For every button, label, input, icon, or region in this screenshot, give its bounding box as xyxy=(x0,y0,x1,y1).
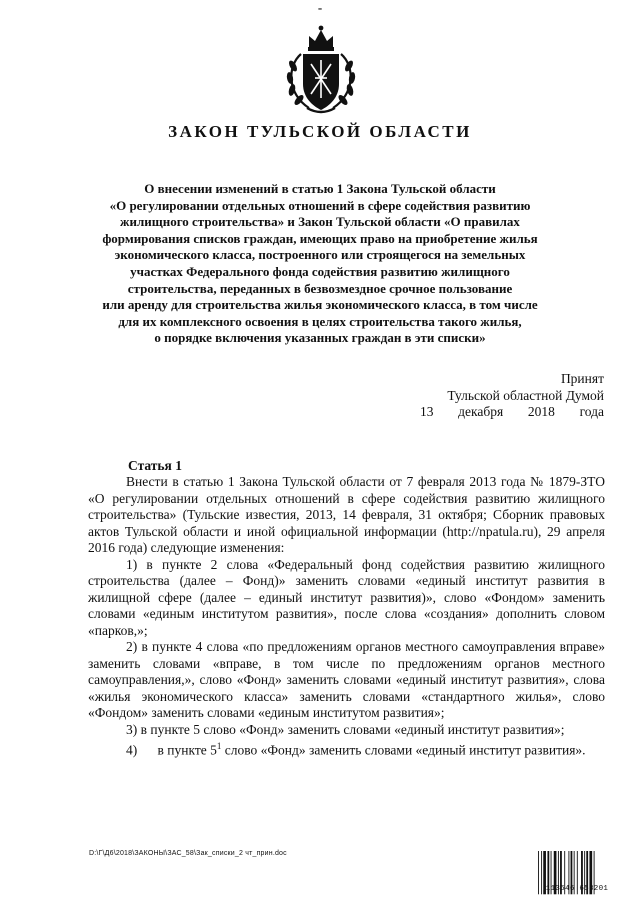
heading-line: жилищного строительства» и Закон Тульской области «О правилах xyxy=(120,214,520,230)
item-superscript: 1 xyxy=(216,741,222,751)
barcode-number: 113646 658201 xyxy=(545,885,609,893)
heading-line: формирования списков граждан, имеющих право на приобретение жилья xyxy=(102,230,538,246)
item-number: 4) xyxy=(126,742,138,758)
heading-line: участках Федерального фонда содействия развитию жилищного xyxy=(130,263,510,279)
law-heading xyxy=(95,181,545,347)
heading-line: «О регулировании отдельных отношений в сфере содействия развитию xyxy=(109,197,531,213)
coat-of-arms-icon xyxy=(279,22,363,118)
adoption-month: декабря xyxy=(458,404,504,419)
article-body xyxy=(88,474,605,759)
article-title: Статья 1 xyxy=(128,458,182,473)
adoption-date xyxy=(420,404,604,421)
heading-line: экономического класса, построенного или строящегося на земельных xyxy=(114,247,526,263)
adoption-year-word: года xyxy=(579,404,604,419)
adoption-year: 2018 xyxy=(527,404,555,419)
adoption-block xyxy=(420,371,604,421)
article-intro: Внести в статью 1 Закона Тульской области от 7 февраля 2013 года № 1879-ЗТО «О регулировании отдельных отношений в сфере содействия развитию жилищного строительства» (Тульские известия, 2013, 14 февраля, 31 октября; Сборник правовых актов Тульской области и иной официальной информации (http://npatula.ru), 29 апреля 2016 года) следующие изменения: xyxy=(88,474,605,555)
law-title: ЗАКОН ТУЛЬСКОЙ ОБЛАСТИ xyxy=(168,122,472,141)
heading-line: О внесении изменений в статью 1 Закона Тульской области xyxy=(144,181,496,196)
footer-file-path: D:\Г\Д6\2018\ЗАКОНЫ\ЗАС_58\Зак_списки_2 чт_прин.doc xyxy=(89,850,287,857)
page-number: - xyxy=(317,0,323,15)
item-text: слово «Фонд» заменить словами «единый институт развития». xyxy=(221,742,586,758)
item-text: в пункте 5 xyxy=(157,742,217,758)
adoption-day: 13 xyxy=(420,404,434,419)
adopting-body: Тульской областной Думой xyxy=(447,387,604,403)
article-item: 1) в пункте 2 слова «Федеральный фонд содействия развитию жилищного строительства (далее – Фонд)» заменить словами «единый институт развития в жилищной сфере (далее – единый институт развития)», слово «Фондом» заменить словами «единым институтом развития», после слова «создания» дополнить словом «парков,»; xyxy=(88,556,605,638)
article-item xyxy=(88,738,605,759)
heading-line: или аренду для строительства жилья экономического класса, в том числе xyxy=(102,297,538,313)
heading-line: о порядке включения указанных граждан в эти списки» xyxy=(154,330,486,346)
article-item: 2) в пункте 4 слова «по предложениям органов местного самоуправления вправе» заменить словами «вправе, в том числе по предложениям органов местного самоуправления,», слово «Фонд» заменить словами «единый институт развития», слова «жилья экономического класса» заменить словами «стандартного жилья», слово «Фондом» заменить словами «единым институтом развития»; xyxy=(88,639,605,720)
heading-line: для их комплексного освоения в целях строительства такого жилья, xyxy=(118,313,522,329)
heading-line: строительства, переданных в безвозмездное срочное пользование xyxy=(127,280,513,296)
article-item: 3) в пункте 5 слово «Фонд» заменить словами «единый институт развития»; xyxy=(126,721,565,737)
adopted-label: Принят xyxy=(560,371,604,386)
